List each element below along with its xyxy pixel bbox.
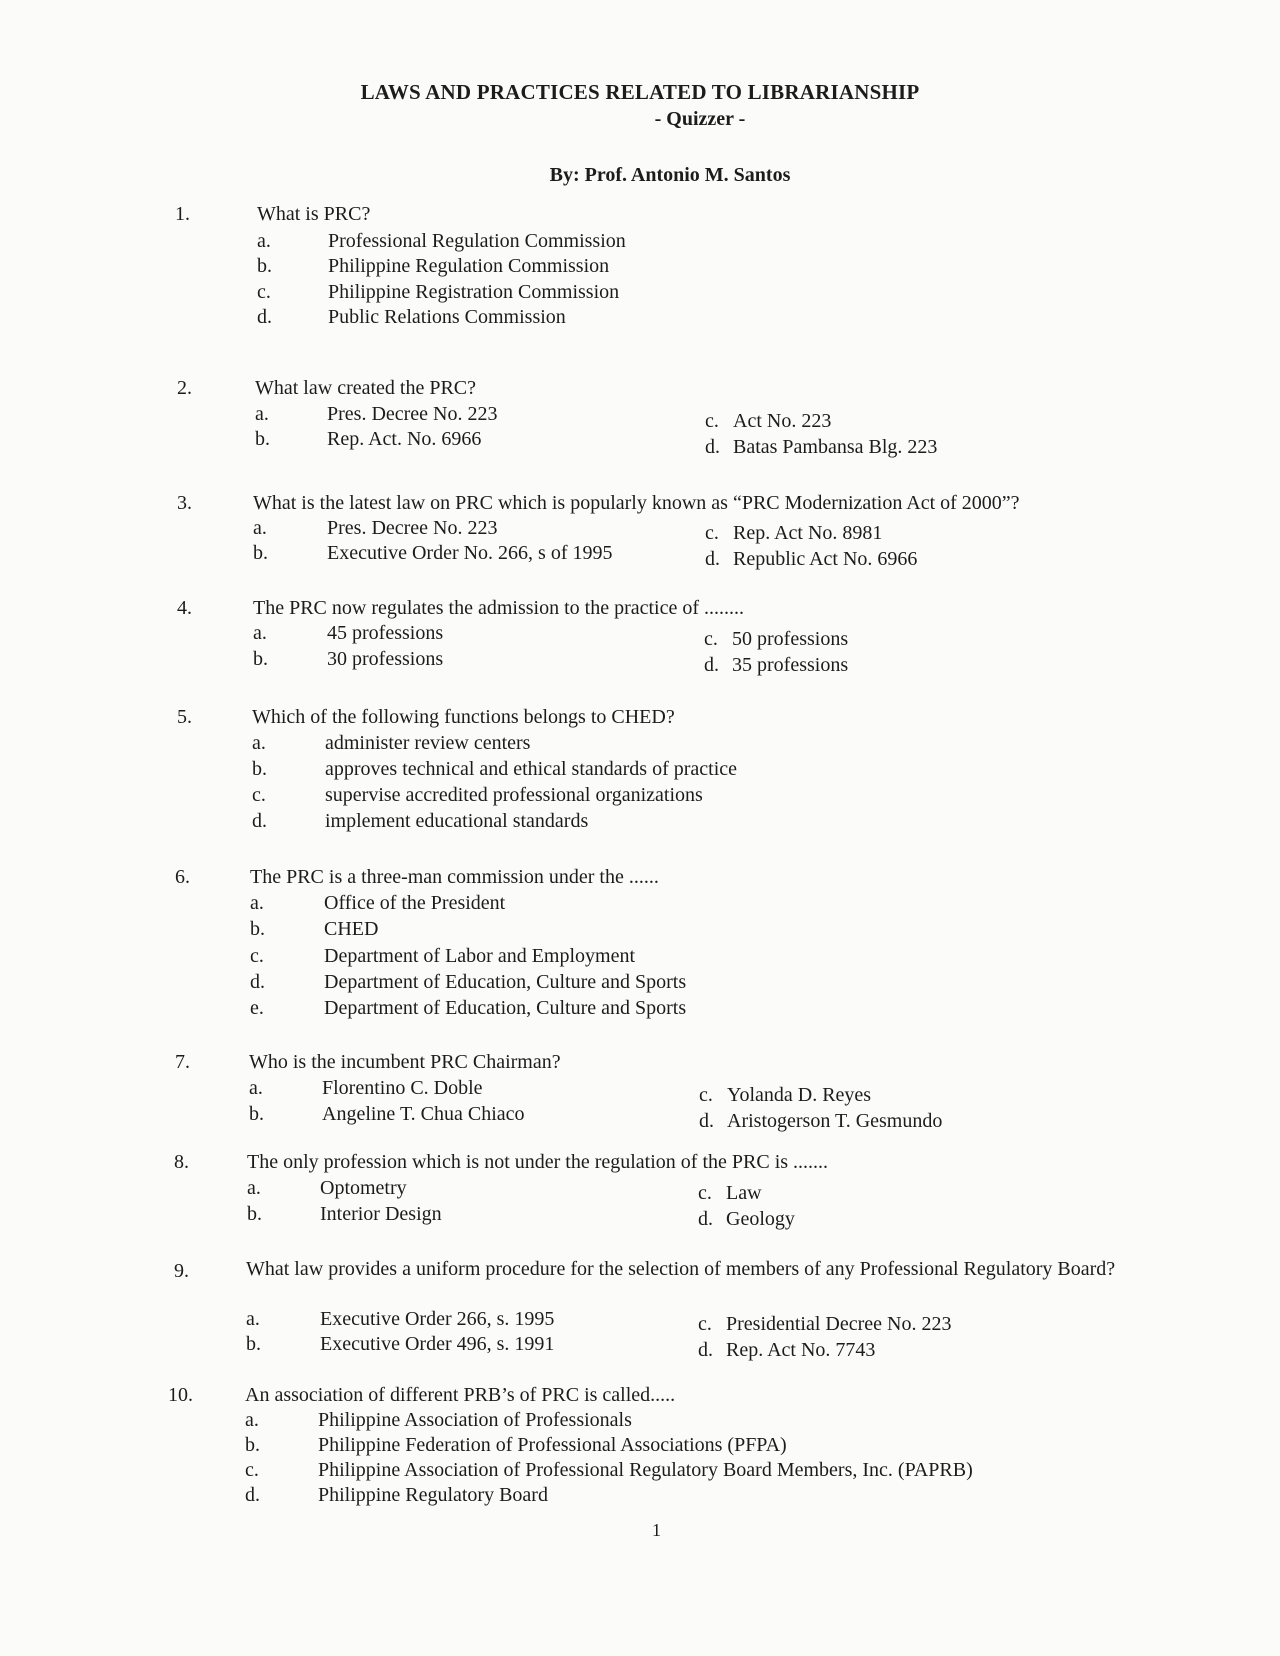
document-subtitle: - Quizzer - bbox=[654, 108, 746, 130]
question-text: Which of the following functions belongs to CHED? bbox=[252, 706, 675, 728]
question-9: 9. What law provides a uniform procedure for the selection of members of any Professional Regulatory Board? a. Executive Order 266, s. 1995 b. Executive Order 496, s. 1991 c. Presidential Decree No. 223 d. Rep. Act No. 7743 bbox=[174, 1258, 1174, 1368]
question-text: An association of different PRB’s of PRC is called..... bbox=[245, 1384, 676, 1406]
question-number: 6. bbox=[175, 866, 190, 888]
question-3: 3. What is the latest law on PRC which is popularly known as “PRC Modernization Act of 2000”? a. Pres. Decree No. 223 b. Executive Order No. 266, s of 1995 c. Rep. Act No. 8981 d. Republic Act No. 6966 bbox=[177, 492, 1020, 570]
question-10: 10. An association of different PRB’s of PRC is called..... a. Philippine Association of Professionals b. Philippine Federation of Professional Associations (PFPA) c. Philippine Association of Professional Regulatory Board Members, Inc. (PAPRB) d. Philippine Regulatory Board bbox=[168, 1384, 973, 1506]
question-1: 1. What is PRC? a. Professional Regulation Commission b. Philippine Regulation Commission c. Philippine Registration Commission d. Public Relations Commission bbox=[175, 203, 626, 328]
question-5: 5. Which of the following functions belongs to CHED? a. administer review centers b. approves technical and ethical standards of practice c. supervise accredited professional organizations d. implement educational standards bbox=[177, 706, 738, 832]
page-number: 1 bbox=[652, 1520, 661, 1540]
question-text: The PRC now regulates the admission to the practice of ........ bbox=[253, 597, 745, 619]
question-text: What is the latest law on PRC which is popularly known as “PRC Modernization Act of 2000”? bbox=[253, 492, 1020, 514]
question-text: Who is the incumbent PRC Chairman? bbox=[249, 1051, 561, 1073]
question-2: 2. What law created the PRC? a. Pres. Decree No. 223 b. Rep. Act. No. 6966 c. Act No. 223 d. Batas Pambansa Blg. 223 bbox=[177, 377, 938, 458]
question-number: 9. bbox=[174, 1260, 189, 1282]
question-number: 7. bbox=[175, 1051, 190, 1073]
document-title: LAWS AND PRACTICES RELATED TO LIBRARIANSHIP bbox=[360, 80, 920, 104]
question-text: The only profession which is not under the regulation of the PRC is ....... bbox=[247, 1151, 829, 1173]
question-text: What is PRC? bbox=[257, 203, 371, 225]
question-7: 7. Who is the incumbent PRC Chairman? a. Florentino C. Doble b. Angeline T. Chua Chiaco c. Yolanda D. Reyes d. Aristogerson T. Gesmundo bbox=[175, 1051, 943, 1132]
question-number: 1. bbox=[175, 203, 190, 225]
question-text: What law created the PRC? bbox=[255, 377, 477, 399]
question-6: 6. The PRC is a three-man commission under the ...... a. Office of the President b. CHED c. Department of Labor and Employment d. Department of Education, Culture and Sports e. Department of Education, Culture and Sports bbox=[175, 866, 687, 1019]
question-number: 8. bbox=[174, 1151, 189, 1173]
question-number: 4. bbox=[177, 597, 192, 619]
question-text: What law provides a uniform procedure for the selection of members of any Professional Regulatory Board? bbox=[246, 1258, 1116, 1280]
question-8: 8. The only profession which is not under the regulation of the PRC is ....... a. Optometry b. Interior Design c. Law d. Geology bbox=[174, 1151, 829, 1230]
question-number: 3. bbox=[177, 492, 192, 514]
question-text: The PRC is a three-man commission under the ...... bbox=[250, 866, 659, 888]
question-number: 5. bbox=[177, 706, 192, 728]
question-number: 2. bbox=[177, 377, 192, 399]
author-line: By: Prof. Antonio M. Santos bbox=[549, 164, 791, 186]
question-4: 4. The PRC now regulates the admission to the practice of ........ a. 45 professions b. 30 professions c. 50 professions d. 35 professions bbox=[177, 597, 849, 676]
question-number: 10. bbox=[168, 1384, 193, 1406]
